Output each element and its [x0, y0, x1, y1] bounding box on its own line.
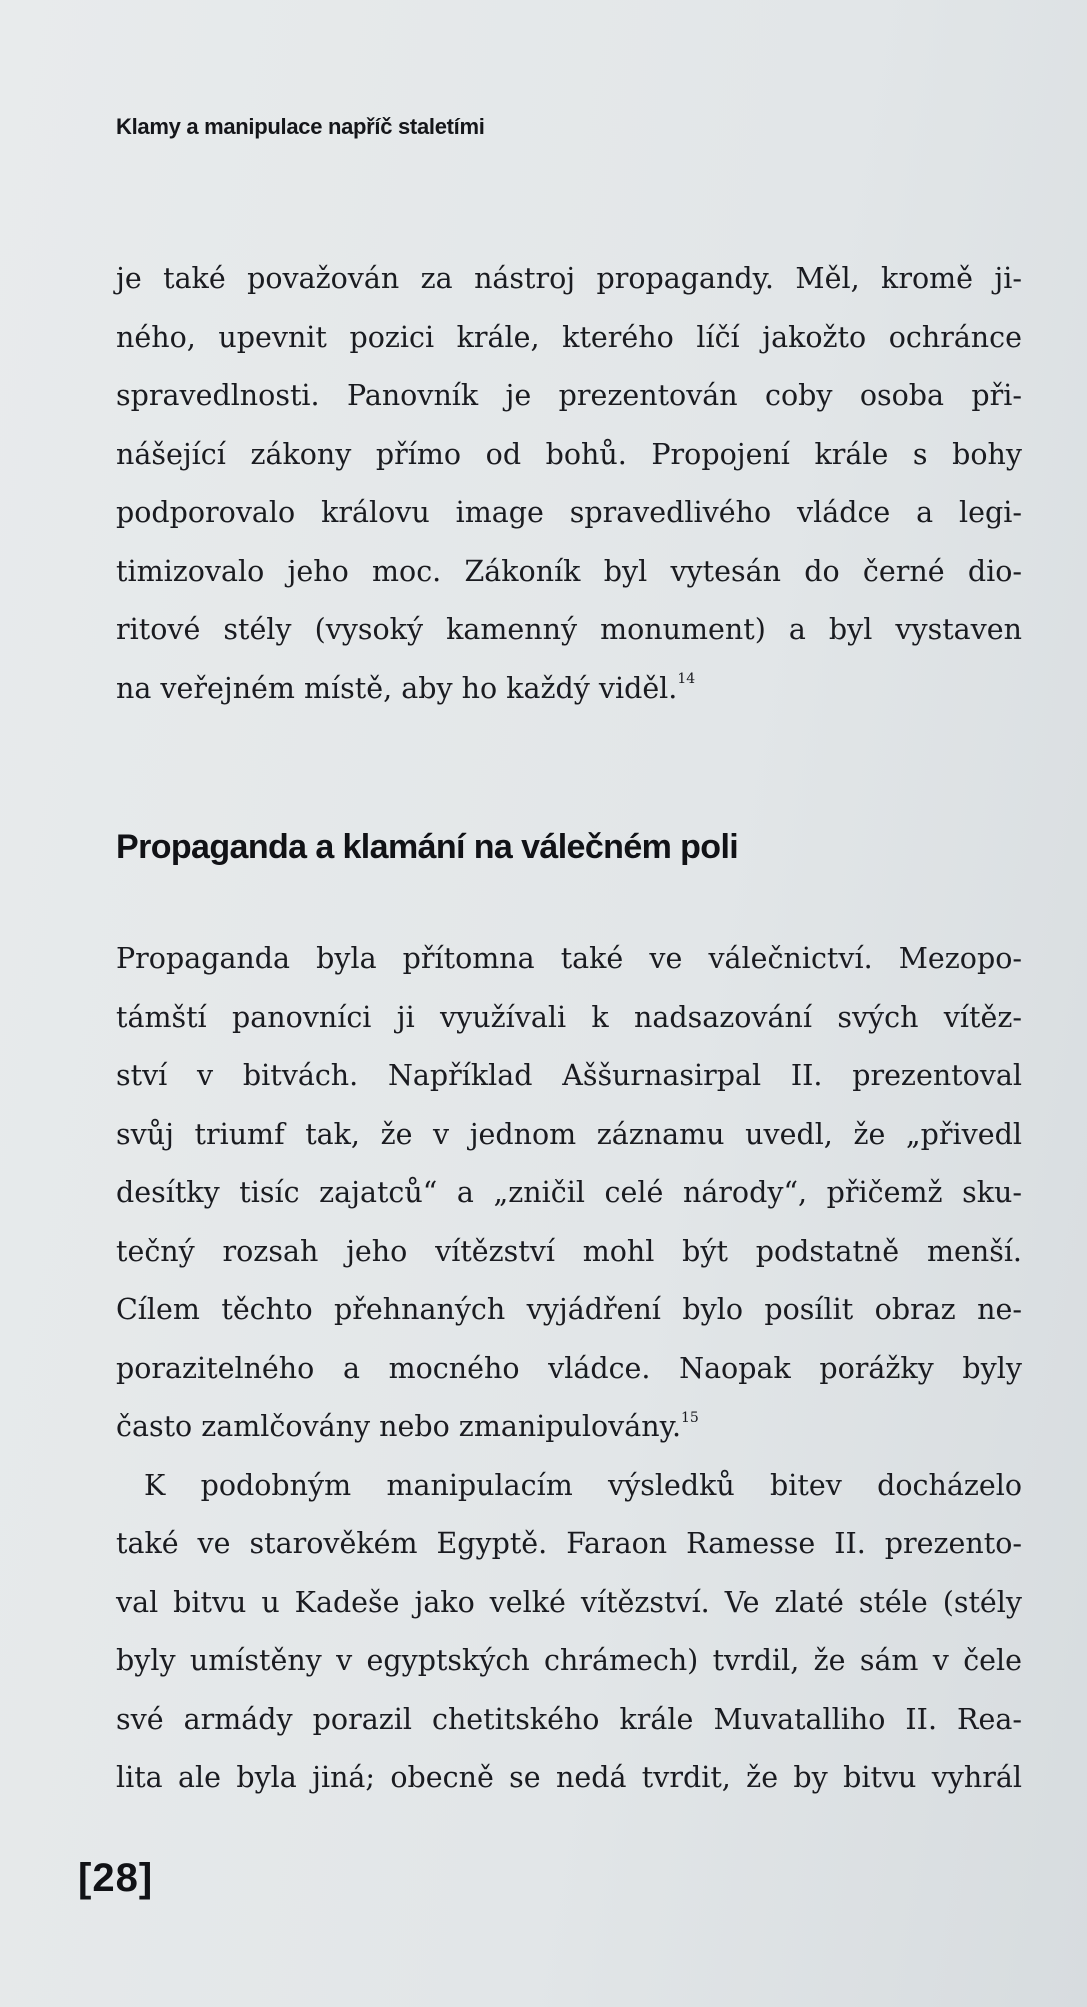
text-line: timizovalo jeho moc. Zákoník byl vytesán do černé dio- — [116, 554, 1022, 588]
text-line: val bitvu u Kadeše jako velké vítězství. Ve zlaté stéle (stély — [116, 1585, 1022, 1619]
text-line: svůj triumf tak, že v jednom záznamu uvedl, že „přivedl — [116, 1117, 1022, 1151]
page-number: [28] — [78, 1856, 154, 1900]
text-line: ného, upevnit pozici krále, kterého líčí jakožto ochránce — [116, 320, 1022, 354]
paragraph-1 — [116, 250, 1022, 718]
paragraph-2 — [116, 930, 1022, 1808]
footnote-marker: 15 — [681, 1409, 699, 1426]
text-line: často zamlčovány nebo zmanipulovány. — [116, 1410, 682, 1443]
text-line: tečný rozsah jeho vítězství mohl být podstatně menší. — [116, 1234, 1022, 1268]
text-line: své armády porazil chetitského krále Muvatalliho II. Rea- — [116, 1702, 1022, 1736]
text-line: byly umístěny v egyptských chrámech) tvrdil, že sám v čele — [116, 1644, 1022, 1677]
text-line-last — [116, 660, 1022, 719]
text-line: porazitelného a mocného vládce. Naopak porážky byly — [116, 1351, 1022, 1385]
text-line: také ve starověkém Egyptě. Faraon Ramesse II. prezento- — [116, 1527, 1022, 1560]
text-line: támští panovníci ji využívali k nadsazování svých vítěz- — [116, 1000, 1022, 1034]
text-line: ritové stély (vysoký kamenný monument) a byl vystaven — [116, 613, 1022, 646]
running-head: Klamy a manipulace napříč staletími — [116, 114, 485, 139]
text-line: desítky tisíc zajatců“ a „zničil celé národy“, přičemž sku- — [116, 1176, 1022, 1209]
text-line: lita ale byla jiná; obecně se nedá tvrdit, že by bitvu vyhrál — [116, 1761, 1022, 1794]
text-line: nášející zákony přímo od bohů. Propojení krále s bohy — [116, 437, 1022, 471]
text-line: podporovalo královu image spravedlivého vládce a legi- — [116, 496, 1022, 529]
text-line: je také považován za nástroj propagandy. Měl, kromě ji- — [116, 262, 1022, 295]
text-line: Cílem těchto přehnaných vyjádření bylo posílit obraz ne- — [116, 1293, 1022, 1326]
section-heading: Propaganda a klamání na válečném poli — [116, 828, 739, 866]
text-line: na veřejném místě, aby ho každý viděl. — [116, 671, 678, 705]
text-line: K podobným manipulacím výsledků bitev docházelo — [144, 1468, 1022, 1502]
text-line: spravedlnosti. Panovník je prezentován coby osoba při- — [116, 379, 1022, 412]
footnote-marker: 14 — [677, 671, 696, 687]
text-line-last — [116, 1398, 1022, 1457]
text-line: ství v bitvách. Například Aššurnasirpal II. prezentoval — [116, 1059, 1022, 1092]
text-line: Propaganda byla přítomna také ve válečnictví. Mezopo- — [116, 942, 1022, 975]
